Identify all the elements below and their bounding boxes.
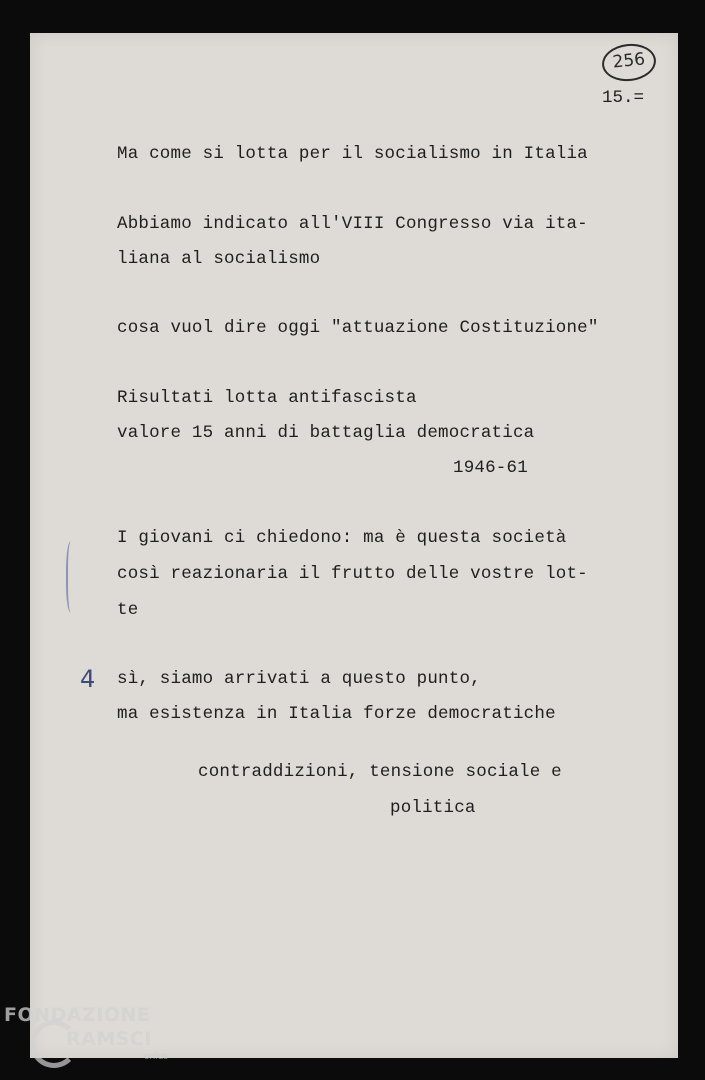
text-line: te xyxy=(117,600,139,620)
document-page xyxy=(30,33,678,1058)
watermark-line2: RAMSCI xyxy=(66,1028,152,1050)
text-line: contraddizioni, tensione sociale e xyxy=(198,762,562,782)
text-line: I giovani ci chiedono: ma è questa società xyxy=(117,528,567,548)
folio-number-stamp: 256 xyxy=(600,41,658,83)
text-line-title: Ma come si lotta per il socialismo in Italia xyxy=(117,144,588,164)
text-line: Abbiamo indicato all'VIII Congresso via ita- xyxy=(117,214,588,234)
text-line: così reazionaria il frutto delle vostre lot- xyxy=(117,564,588,584)
text-line: Risultati lotta antifascista xyxy=(117,388,417,408)
watermark-sub: onlus xyxy=(144,1052,169,1062)
page-number: 15.= xyxy=(602,88,645,108)
text-line: ma esistenza in Italia forze democratiche xyxy=(117,704,556,724)
text-line: cosa vuol dire oggi "attuazione Costituzione" xyxy=(117,318,599,338)
text-line: sì, siamo arrivati a questo punto, xyxy=(117,669,481,689)
pencil-number-mark: 4 xyxy=(80,665,96,693)
text-line: liana al socialismo xyxy=(117,249,321,269)
text-line: politica xyxy=(390,798,476,818)
watermark-line1: FONDAZIONE xyxy=(4,1004,151,1026)
text-line-years: 1946-61 xyxy=(453,458,528,478)
watermark-logo xyxy=(4,1004,169,1062)
text-line: valore 15 anni di battaglia democratica xyxy=(117,423,535,443)
pencil-bracket-mark xyxy=(66,541,78,613)
